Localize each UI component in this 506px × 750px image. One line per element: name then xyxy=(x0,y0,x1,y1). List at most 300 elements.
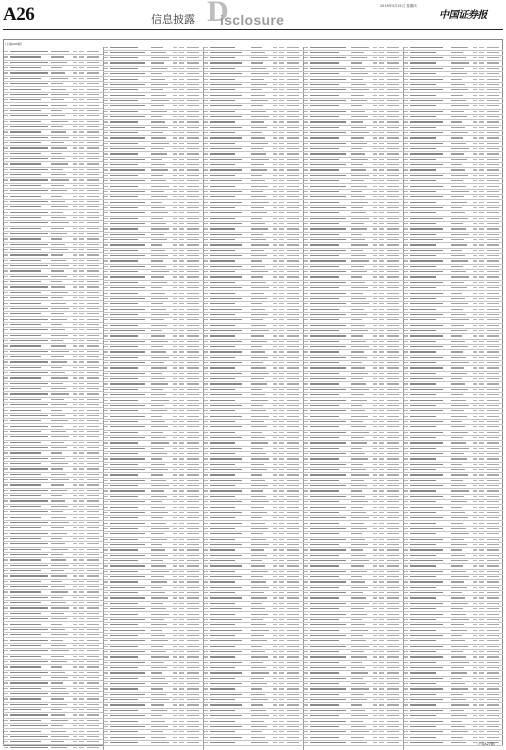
cell-text-stroke xyxy=(387,373,399,374)
cell-text-stroke xyxy=(251,207,264,208)
cell-text-stroke xyxy=(179,539,184,540)
cell-text-stroke xyxy=(479,624,484,625)
cell-text-stroke xyxy=(79,372,84,373)
cell-text-stroke xyxy=(373,223,377,224)
cell-text-stroke xyxy=(304,400,308,401)
cell-text-stroke xyxy=(473,319,477,320)
cell-text-stroke xyxy=(451,330,467,331)
cell-text-stroke xyxy=(87,329,99,330)
cell-text-stroke xyxy=(351,448,362,449)
cell-text-stroke xyxy=(279,84,284,85)
cell-text-stroke xyxy=(310,95,339,96)
cell-text-stroke xyxy=(187,346,199,347)
cell-text-stroke xyxy=(379,630,384,631)
cell-text-stroke xyxy=(51,270,64,271)
cell-text-stroke xyxy=(173,416,177,417)
cell-text-stroke xyxy=(479,341,484,342)
cell-text-stroke xyxy=(304,309,308,310)
cell-text-stroke xyxy=(187,448,199,449)
cell-text-stroke xyxy=(373,405,377,406)
cell-text-stroke xyxy=(79,415,84,416)
masthead-rule xyxy=(3,29,503,30)
cell-text-stroke xyxy=(310,105,339,106)
cell-text-stroke xyxy=(179,651,184,652)
cell-text-stroke xyxy=(404,501,408,502)
cell-text-stroke xyxy=(151,298,168,299)
cell-text-stroke xyxy=(387,560,399,561)
cell-text-stroke xyxy=(151,678,165,679)
cell-text-stroke xyxy=(387,710,399,711)
cell-text-stroke xyxy=(404,555,408,556)
cell-text-stroke xyxy=(373,143,377,144)
cell-text-stroke xyxy=(304,453,308,454)
cell-text-stroke xyxy=(210,373,242,374)
cell-text-stroke xyxy=(273,555,277,556)
cell-text-stroke xyxy=(73,361,77,362)
cell-text-stroke xyxy=(187,630,199,631)
cell-text-stroke xyxy=(187,688,199,689)
cell-text-stroke xyxy=(404,651,408,652)
cell-text-stroke xyxy=(351,143,367,144)
cell-text-stroke xyxy=(451,325,464,326)
cell-text-stroke xyxy=(387,544,399,545)
cell-text-stroke xyxy=(51,324,62,325)
cell-text-stroke xyxy=(379,148,384,149)
cell-text-stroke xyxy=(79,206,84,207)
cell-text-stroke xyxy=(410,68,443,69)
cell-text-stroke xyxy=(373,137,377,138)
section-title-en: isclosure xyxy=(220,12,285,28)
cell-text-stroke xyxy=(410,742,443,743)
cell-text-stroke xyxy=(51,78,68,79)
cell-text-stroke xyxy=(73,169,77,170)
cell-text-stroke xyxy=(304,293,308,294)
cell-text-stroke xyxy=(287,432,299,433)
cell-text-stroke xyxy=(487,630,499,631)
cell-text-stroke xyxy=(151,282,167,283)
cell-text-stroke xyxy=(51,265,69,266)
cell-text-stroke xyxy=(479,218,484,219)
cell-text-stroke xyxy=(73,629,77,630)
cell-text-stroke xyxy=(79,158,84,159)
cell-text-stroke xyxy=(10,607,48,608)
cell-text-stroke xyxy=(10,741,41,742)
cell-text-stroke xyxy=(73,206,77,207)
cell-text-stroke xyxy=(187,592,199,593)
cell-text-stroke xyxy=(4,415,8,416)
cell-text-stroke xyxy=(110,432,138,433)
cell-text-stroke xyxy=(304,52,308,53)
cell-text-stroke xyxy=(451,335,462,336)
cell-text-stroke xyxy=(279,218,284,219)
cell-text-stroke xyxy=(210,437,242,438)
cell-text-stroke xyxy=(73,415,77,416)
cell-text-stroke xyxy=(104,560,108,561)
cell-text-stroke xyxy=(351,485,367,486)
cell-text-stroke xyxy=(179,603,184,604)
cell-text-stroke xyxy=(187,62,199,63)
cell-text-stroke xyxy=(73,656,77,657)
cell-text-stroke xyxy=(73,714,77,715)
cell-text-stroke xyxy=(404,426,408,427)
cell-text-stroke xyxy=(287,405,299,406)
cell-text-stroke xyxy=(279,646,284,647)
cell-text-stroke xyxy=(387,507,399,508)
cell-text-stroke xyxy=(179,517,184,518)
cell-text-stroke xyxy=(373,95,377,96)
cell-text-stroke xyxy=(87,736,99,737)
cell-text-stroke xyxy=(373,164,377,165)
cell-text-stroke xyxy=(173,432,177,433)
cell-text-stroke xyxy=(204,394,208,395)
cell-text-stroke xyxy=(204,111,208,112)
cell-text-stroke xyxy=(179,239,184,240)
cell-text-stroke xyxy=(4,377,8,378)
cell-text-stroke xyxy=(173,137,177,138)
cell-text-stroke xyxy=(451,314,466,315)
cell-text-stroke xyxy=(387,442,399,443)
cell-text-stroke xyxy=(173,239,177,240)
cell-text-stroke xyxy=(251,426,267,427)
cell-text-stroke xyxy=(473,432,477,433)
cell-text-stroke xyxy=(273,143,277,144)
cell-text-stroke xyxy=(204,68,208,69)
cell-text-stroke xyxy=(451,159,467,160)
cell-text-stroke xyxy=(487,68,499,69)
cell-text-stroke xyxy=(110,715,145,716)
cell-text-stroke xyxy=(487,202,499,203)
cell-text-stroke xyxy=(4,99,8,100)
cell-text-stroke xyxy=(187,453,199,454)
cell-text-stroke xyxy=(479,62,484,63)
cell-text-stroke xyxy=(479,619,484,620)
cell-text-stroke xyxy=(310,276,339,277)
cell-text-stroke xyxy=(179,597,184,598)
cell-text-stroke xyxy=(351,351,364,352)
cell-text-stroke xyxy=(373,678,377,679)
cell-text-stroke xyxy=(73,484,77,485)
cell-text-stroke xyxy=(110,523,145,524)
cell-text-stroke xyxy=(173,169,177,170)
cell-text-stroke xyxy=(487,148,499,149)
cell-text-stroke xyxy=(479,207,484,208)
cell-text-stroke xyxy=(479,47,484,48)
cell-text-stroke xyxy=(410,517,443,518)
cell-text-stroke xyxy=(110,565,145,566)
cell-text-stroke xyxy=(287,95,299,96)
cell-text-stroke xyxy=(204,640,208,641)
cell-text-stroke xyxy=(410,651,436,652)
cell-text-stroke xyxy=(73,688,77,689)
cell-text-stroke xyxy=(10,276,48,277)
cell-text-stroke xyxy=(410,646,443,647)
cell-text-stroke xyxy=(387,678,399,679)
cell-text-stroke xyxy=(110,726,145,727)
cell-text-stroke xyxy=(304,715,308,716)
cell-text-stroke xyxy=(387,688,399,689)
cell-text-stroke xyxy=(379,555,384,556)
cell-text-stroke xyxy=(151,688,163,689)
cell-text-stroke xyxy=(273,202,277,203)
cell-text-stroke xyxy=(4,468,8,469)
cell-text-stroke xyxy=(251,501,269,502)
cell-text-stroke xyxy=(451,127,465,128)
cell-text-stroke xyxy=(404,378,408,379)
cell-text-stroke xyxy=(304,694,308,695)
cell-text-stroke xyxy=(179,694,184,695)
cell-text-stroke xyxy=(273,737,277,738)
cell-text-stroke xyxy=(87,484,99,485)
cell-text-stroke xyxy=(173,464,177,465)
cell-text-stroke xyxy=(351,341,366,342)
cell-text-stroke xyxy=(251,228,268,229)
cell-text-stroke xyxy=(373,721,377,722)
cell-text-stroke xyxy=(210,576,242,577)
cell-text-stroke xyxy=(279,507,284,508)
cell-text-stroke xyxy=(251,153,266,154)
cell-text-stroke xyxy=(79,431,84,432)
cell-text-stroke xyxy=(287,202,299,203)
cell-text-stroke xyxy=(451,539,464,540)
cell-text-stroke xyxy=(373,432,377,433)
cell-text-stroke xyxy=(404,400,408,401)
cell-text-stroke xyxy=(387,726,399,727)
cell-text-stroke xyxy=(487,683,499,684)
cell-text-stroke xyxy=(173,383,177,384)
cell-text-stroke xyxy=(304,458,308,459)
cell-text-stroke xyxy=(373,560,377,561)
cell-text-stroke xyxy=(210,726,242,727)
cell-text-stroke xyxy=(79,131,84,132)
cell-text-stroke xyxy=(87,517,99,518)
cell-text-stroke xyxy=(179,335,184,336)
cell-text-stroke xyxy=(373,683,377,684)
cell-text-stroke xyxy=(179,662,184,663)
cell-text-stroke xyxy=(373,196,377,197)
cell-text-stroke xyxy=(351,581,365,582)
cell-text-stroke xyxy=(279,127,284,128)
cell-text-stroke xyxy=(304,507,308,508)
cell-text-stroke xyxy=(51,254,63,255)
cell-text-stroke xyxy=(251,614,268,615)
cell-text-stroke xyxy=(187,517,199,518)
cell-text-stroke xyxy=(210,523,242,524)
cell-text-stroke xyxy=(51,607,69,608)
cell-text-stroke xyxy=(204,250,208,251)
cell-text-stroke xyxy=(273,464,277,465)
cell-text-stroke xyxy=(373,667,377,668)
cell-text-stroke xyxy=(273,159,277,160)
cell-text-stroke xyxy=(487,667,499,668)
cell-text-stroke xyxy=(404,576,408,577)
cell-text-stroke xyxy=(373,619,377,620)
cell-text-stroke xyxy=(451,234,469,235)
cell-text-stroke xyxy=(279,630,284,631)
cell-text-stroke xyxy=(187,587,199,588)
cell-text-stroke xyxy=(273,410,277,411)
cell-text-stroke xyxy=(51,51,69,52)
cell-text-stroke xyxy=(173,539,177,540)
cell-text-stroke xyxy=(279,426,284,427)
cell-text-stroke xyxy=(479,646,484,647)
cell-text-stroke xyxy=(410,218,443,219)
cell-text-stroke xyxy=(373,89,377,90)
cell-text-stroke xyxy=(473,630,477,631)
cell-text-stroke xyxy=(304,62,308,63)
cell-text-stroke xyxy=(410,597,436,598)
cell-text-stroke xyxy=(187,731,199,732)
table-column-5 xyxy=(403,47,503,750)
cell-text-stroke xyxy=(387,592,399,593)
cell-text-stroke xyxy=(273,507,277,508)
cell-text-stroke xyxy=(451,405,469,406)
cell-text-stroke xyxy=(304,731,308,732)
cell-text-stroke xyxy=(287,555,299,556)
cell-text-stroke xyxy=(151,555,168,556)
cell-text-stroke xyxy=(173,630,177,631)
cell-text-stroke xyxy=(79,452,84,453)
cell-text-stroke xyxy=(410,464,443,465)
cell-text-stroke xyxy=(10,265,48,266)
cell-text-stroke xyxy=(373,105,377,106)
cell-text-stroke xyxy=(487,330,499,331)
cell-text-stroke xyxy=(204,271,208,272)
cell-text-stroke xyxy=(473,512,477,513)
cell-text-stroke xyxy=(287,239,299,240)
cell-text-stroke xyxy=(104,244,108,245)
cell-text-stroke xyxy=(73,233,77,234)
cell-text-stroke xyxy=(4,244,8,245)
cell-text-stroke xyxy=(379,710,384,711)
cell-text-stroke xyxy=(51,62,67,63)
cell-text-stroke xyxy=(79,640,84,641)
cell-text-stroke xyxy=(387,742,399,743)
cell-text-stroke xyxy=(251,560,262,561)
cell-text-stroke xyxy=(404,223,408,224)
cell-text-stroke xyxy=(4,254,8,255)
cell-text-stroke xyxy=(110,223,145,224)
cell-text-stroke xyxy=(373,239,377,240)
cell-text-stroke xyxy=(104,421,108,422)
cell-text-stroke xyxy=(487,335,499,336)
cell-text-stroke xyxy=(379,501,384,502)
cell-text-stroke xyxy=(379,207,384,208)
cell-text-stroke xyxy=(51,158,65,159)
cell-text-stroke xyxy=(410,127,436,128)
cell-text-stroke xyxy=(187,667,199,668)
cell-text-stroke xyxy=(4,238,8,239)
cell-text-stroke xyxy=(387,528,399,529)
cell-text-stroke xyxy=(187,656,199,657)
cell-text-stroke xyxy=(487,84,499,85)
cell-text-stroke xyxy=(151,309,166,310)
cell-text-stroke xyxy=(104,742,108,743)
cell-text-stroke xyxy=(273,234,277,235)
cell-text-stroke xyxy=(287,517,299,518)
cell-text-stroke xyxy=(151,389,163,390)
cell-text-stroke xyxy=(51,410,62,411)
cell-text-stroke xyxy=(210,533,242,534)
cell-text-stroke xyxy=(104,250,108,251)
cell-text-stroke xyxy=(187,416,199,417)
cell-text-stroke xyxy=(110,646,138,647)
cell-text-stroke xyxy=(479,212,484,213)
cell-text-stroke xyxy=(173,581,177,582)
cell-text-stroke xyxy=(204,474,208,475)
cell-text-stroke xyxy=(73,292,77,293)
cell-text-stroke xyxy=(279,335,284,336)
cell-text-stroke xyxy=(279,207,284,208)
cell-text-stroke xyxy=(87,709,99,710)
cell-text-stroke xyxy=(310,175,346,176)
cell-text-stroke xyxy=(479,726,484,727)
cell-text-stroke xyxy=(304,405,308,406)
cell-text-stroke xyxy=(151,100,169,101)
cell-text-stroke xyxy=(179,512,184,513)
cell-text-stroke xyxy=(204,105,208,106)
cell-text-stroke xyxy=(87,67,99,68)
cell-text-stroke xyxy=(279,485,284,486)
cell-text-stroke xyxy=(451,218,468,219)
cell-text-stroke xyxy=(373,640,377,641)
cell-text-stroke xyxy=(173,672,177,673)
cell-text-stroke xyxy=(287,159,299,160)
cell-text-stroke xyxy=(204,95,208,96)
cell-text-stroke xyxy=(287,485,299,486)
cell-text-stroke xyxy=(87,121,99,122)
cell-text-stroke xyxy=(79,586,84,587)
cell-text-stroke xyxy=(173,244,177,245)
cell-text-stroke xyxy=(351,148,362,149)
cell-text-stroke xyxy=(379,389,384,390)
cell-text-stroke xyxy=(310,592,346,593)
cell-text-stroke xyxy=(73,115,77,116)
cell-text-stroke xyxy=(279,421,284,422)
cell-text-stroke xyxy=(173,715,177,716)
cell-text-stroke xyxy=(473,89,477,90)
cell-text-stroke xyxy=(387,357,399,358)
cell-text-stroke xyxy=(451,646,468,647)
cell-text-stroke xyxy=(210,501,242,502)
cell-text-stroke xyxy=(187,52,199,53)
cell-text-stroke xyxy=(51,345,66,346)
cell-text-stroke xyxy=(251,458,269,459)
cell-text-stroke xyxy=(79,276,84,277)
cell-text-stroke xyxy=(4,511,8,512)
cell-text-stroke xyxy=(251,410,266,411)
cell-text-stroke xyxy=(187,464,199,465)
cell-text-stroke xyxy=(304,367,308,368)
cell-text-stroke xyxy=(104,416,108,417)
cell-text-stroke xyxy=(404,640,408,641)
cell-text-stroke xyxy=(473,539,477,540)
cell-text-stroke xyxy=(210,512,242,513)
cell-text-stroke xyxy=(304,581,308,582)
cell-text-stroke xyxy=(351,293,363,294)
cell-text-stroke xyxy=(351,260,369,261)
cell-text-stroke xyxy=(273,282,277,283)
cell-text-stroke xyxy=(79,436,84,437)
cell-text-stroke xyxy=(210,218,235,219)
cell-text-stroke xyxy=(10,62,48,63)
cell-text-stroke xyxy=(51,313,64,314)
cell-text-stroke xyxy=(210,330,242,331)
cell-text-stroke xyxy=(210,309,242,310)
cell-text-stroke xyxy=(87,415,99,416)
cell-text-stroke xyxy=(79,714,84,715)
cell-text-stroke xyxy=(479,565,484,566)
cell-text-stroke xyxy=(210,581,235,582)
